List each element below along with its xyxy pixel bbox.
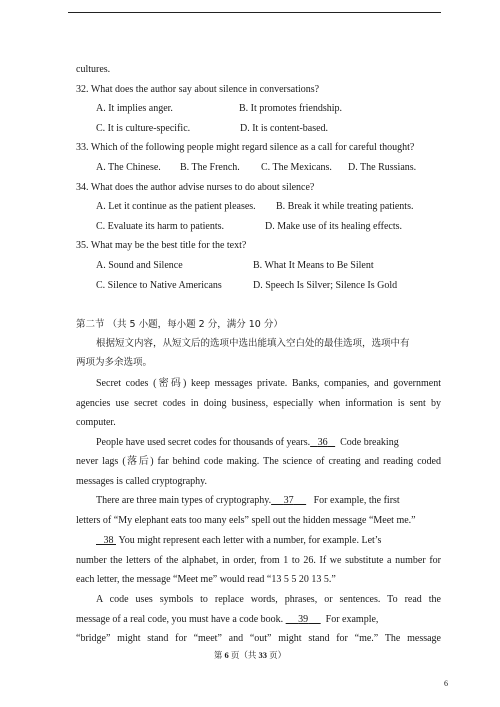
passage-line-5: never lags (落后) far behind code making. The science of creating and reading coded — [76, 456, 441, 467]
section-instruction-line-1: 根据短文内容，从短文后的选项中选出能填入空白处的最佳选项，选项中有 — [96, 338, 410, 349]
question-35-option-b: B. What It Means to Be Silent — [253, 260, 374, 271]
passage-text: message of a real code, you must have a code book. — [76, 614, 284, 625]
question-33-option-d: D. The Russians. — [348, 162, 417, 173]
passage-text: Code breaking — [340, 437, 399, 448]
passage-line-12: A code uses symbols to replace words, phrases, or sentences. To read the — [96, 594, 441, 605]
question-33-option-a: A. The Chinese. — [96, 162, 161, 173]
paragraph-tail: cultures. — [76, 64, 111, 75]
passage-line-11: each letter, the message “Meet me” would read “13 5 5 20 13 5.” — [76, 574, 336, 585]
passage-line-4 — [96, 437, 399, 449]
blank-39[interactable]: 39 — [298, 614, 309, 625]
passage-line-8: letters of “My elephant eats too many eels” spell out the hidden message “Meet me.” — [76, 515, 416, 526]
question-33-option-b: B. The French. — [180, 162, 240, 173]
question-32-option-c: C. It is culture-specific. — [96, 123, 191, 134]
question-32-option-b: B. It promotes friendship. — [239, 103, 343, 114]
question-33-stem: 33. Which of the following people might regard silence as a call for careful thought? — [76, 142, 415, 153]
question-32-stem: 32. What does the author say about silence in conversations? — [76, 84, 320, 95]
blank-37[interactable]: 37 — [283, 495, 294, 506]
passage-text: People have used secret codes for thousands of years. — [96, 437, 311, 448]
passage-line-6: messages is called cryptography. — [76, 476, 207, 487]
question-34-stem: 34. What does the author advise nurses to do about silence? — [76, 182, 315, 193]
footer-total: 33 — [258, 650, 267, 660]
passage-text: For example, — [325, 614, 379, 625]
question-34-option-b: B. Break it while treating patients. — [276, 201, 414, 212]
passage-line-7 — [96, 495, 400, 507]
question-35-stem: 35. What may be the best title for the text? — [76, 240, 247, 251]
passage-line-1: Secret codes (密码) keep messages private. Banks, companies, and government — [96, 378, 441, 389]
passage-line-3: computer. — [76, 417, 116, 428]
question-34-option-c: C. Evaluate its harm to patients. — [96, 221, 225, 232]
passage-text: You might represent each letter with a number, for example. Let’s — [118, 535, 382, 546]
section-instruction-line-2: 两项为多余选项。 — [76, 357, 153, 368]
passage-line-13 — [76, 614, 378, 626]
question-34-option-d: D. Make use of its healing effects. — [265, 221, 402, 232]
question-35-option-a: A. Sound and Silence — [96, 260, 183, 271]
question-34-option-a: A. Let it continue as the patient pleases. — [96, 201, 256, 212]
passage-line-2: agencies use secret codes in doing business, especially when information is sent by — [76, 398, 441, 409]
question-33-option-c: C. The Mexicans. — [261, 162, 332, 173]
blank-36[interactable]: 36 — [317, 437, 328, 448]
passage-text: For example, the first — [313, 495, 400, 506]
page-footer: 第 6 页（共 33 页） — [213, 650, 287, 660]
blank-38[interactable]: 38 — [103, 535, 114, 546]
header-rule — [68, 12, 441, 13]
question-35-option-d: D. Speech Is Silver; Silence Is Gold — [253, 280, 398, 291]
passage-line-14: “bridge” might stand for “meet” and “out” might stand for “me.” The message — [76, 633, 441, 644]
corner-page-number: 6 — [444, 679, 448, 688]
section-heading: 第二节 （共 5 小题，每小题 2 分，满分 10 分） — [76, 319, 283, 330]
passage-text: There are three main types of cryptography. — [96, 495, 272, 506]
passage-line-10: number the letters of the alphabet, in order, from 1 to 26. If we substitute a number for — [76, 555, 441, 566]
question-35-option-c: C. Silence to Native Americans — [96, 280, 222, 291]
question-32-option-d: D. It is content-based. — [240, 123, 329, 134]
footer-page: 6 — [224, 650, 229, 660]
question-32-option-a: A. It implies anger. — [96, 103, 173, 114]
passage-line-9 — [96, 535, 381, 547]
